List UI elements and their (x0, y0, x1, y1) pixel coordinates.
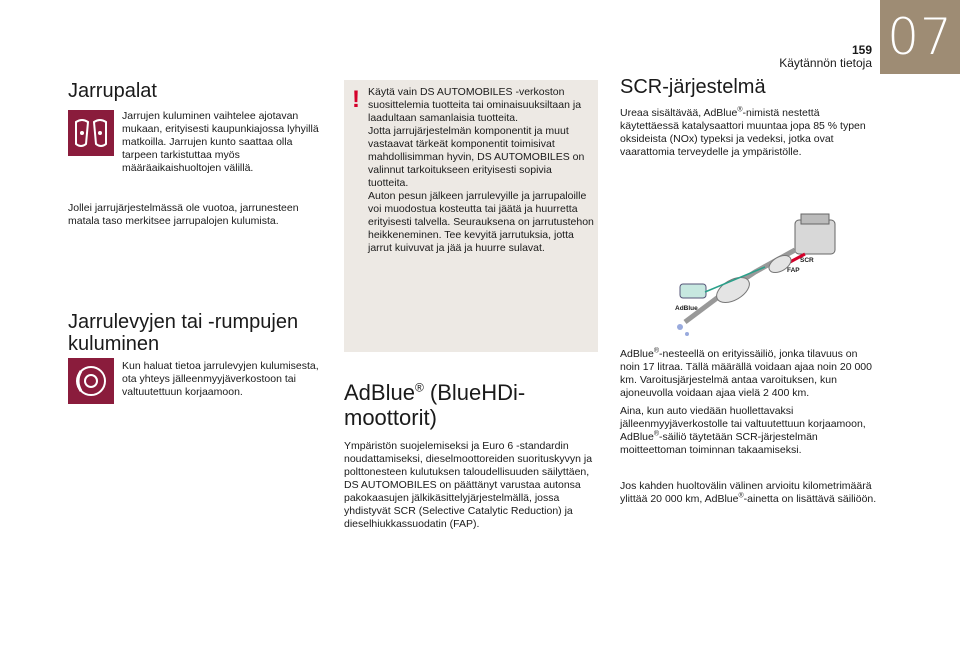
scr-text (620, 107, 880, 159)
label-scr: SCR (800, 257, 814, 264)
scr-text-a: Ureaa sisältävää, AdBlue (620, 107, 738, 119)
scr-text-sup: ® (737, 106, 743, 114)
scr-text-4 (620, 480, 880, 506)
scr-text4-a: Jos kahden huoltovälin välinen arvioitu kilometrimäärä ylittää 20 000 km, AdBlue (620, 480, 872, 505)
scr-text3-sup: ® (653, 430, 660, 438)
section-title-adblue (344, 380, 594, 430)
scr-system-figure (645, 212, 845, 342)
engine-icon (795, 214, 835, 254)
section-title-brake-discs: Jarrulevyjen tai -rumpujen kuluminen (68, 311, 299, 355)
scr-text4-b: -ainetta on lisättävä säiliöön. (743, 493, 877, 505)
scr-text3-b: -säiliö täytetään SCR-järjestelmän moitteettoman toiminnan takaamiseksi. (620, 431, 818, 456)
page-number: 159 (851, 43, 872, 57)
adblue-text: Ympäristön suojelemiseksi ja Euro 6 -standardin noudattamiseksi, dieselmoottoreiden suorituskyvyn ja polttonesteen kulutuksen taloudellisuuden säilyttäen, DS AUTOMOBILES on päättänyt varustaa autonsa pakokaasujen jälkikäsittelyjärjestelmällä, jossa yhdistyvät SCR (Selective Catalytic Reduction) ja dieselhiukkassuodatin (FAP). (344, 440, 593, 530)
adblue-title-b: (BlueHDi-moottorit) (344, 380, 526, 430)
chapter-name: Käytännön tietoja (779, 56, 872, 70)
brake-pads-text: Jarrujen kuluminen vaihtelee ajotavan mukaan, erityisesti kaupunkiajossa lyhyillä matkoilla. Jarrujen kunto saattaa olla tarpeen tarkistuttaa myös määräaikaishuoltojen välillä. (122, 110, 319, 174)
chapter-tab: 07 (880, 0, 960, 74)
warning-text: Käytä vain DS AUTOMOBILES -verkoston suosittelemia tuotteita tai ominaisuuksiltaan ja laadultaan samanlaisia tuotteita. Jotta jarrujärjestelmän komponentit ja muut vastaavat tärkeät komponentit toimisivat mahdollisimman hyvin, DS AUTOMOBILES on valinnut tarkoitukseen erityisesti sopivia tuotteita. Auton pesun jälkeen jarrulevyille ja jarrupaloille voi muodostua kosteutta tai jäätä ja huurretta erityisesti talvella. Seurauksena on jarrutustehon heikkeneminen. Tee kevyitä jarrutuksia, jotta jarrut kuivuvat ja jää ja huurre sulavat. (368, 86, 594, 254)
brake-discs-text: Kun haluat tietoa jarrulevyjen kulumisesta, ota yhteys jälleenmyyjäverkostoon tai valtuutettuun korjaamoon. (122, 360, 319, 398)
adblue-title-a: AdBlue (344, 380, 415, 405)
adblue-tank (680, 284, 706, 298)
scr-text4-sup: ® (738, 492, 744, 500)
scr-text2-a: AdBlue (620, 348, 654, 360)
scr-text3-a: Aina, kun auto viedään huollettavaksi jälleenmyyjäverkostolle tai valtuutettuun korjaamoon, AdBlue (620, 405, 866, 443)
label-adblue: AdBlue (675, 305, 698, 312)
section-title-brake-pads: Jarrupalat (68, 80, 157, 102)
scr-text2-b: -nesteellä on erityissäiliö, jonka tilavuus on noin 17 litraa. Tällä määrällä voidaan ajaa noin 20 000 km. Varoitusjärjestelmä antaa varoituksen, kun ajoneuvolla voidaan ajaa vielä 2 400 km. (620, 348, 872, 399)
section-title-scr: SCR-järjestelmä (620, 76, 766, 98)
label-fap: FAP (787, 267, 800, 274)
brake-pads-icon (68, 110, 114, 156)
adblue-title-sup: ® (414, 380, 424, 395)
scr-text-2 (620, 348, 880, 400)
brake-disc-icon (68, 358, 114, 404)
brake-pads-text-2: Jollei jarrujärjestelmässä ole vuotoa, jarrunesteen matala taso merkitsee jarrupalojen kulumista. (68, 202, 299, 227)
warning-box (344, 80, 598, 352)
scr-text-b: -nimistä nestettä käytettäessä katalysaattori muuntaa jopa 85 % typen oksideista (NOx) typeksi ja vedeksi, jotka ovat vaarattomia terveydelle ja ympäristölle. (620, 107, 866, 158)
scr-text-3 (620, 405, 880, 457)
scr-text2-sup: ® (653, 347, 660, 355)
warning-icon: ! (352, 86, 360, 113)
